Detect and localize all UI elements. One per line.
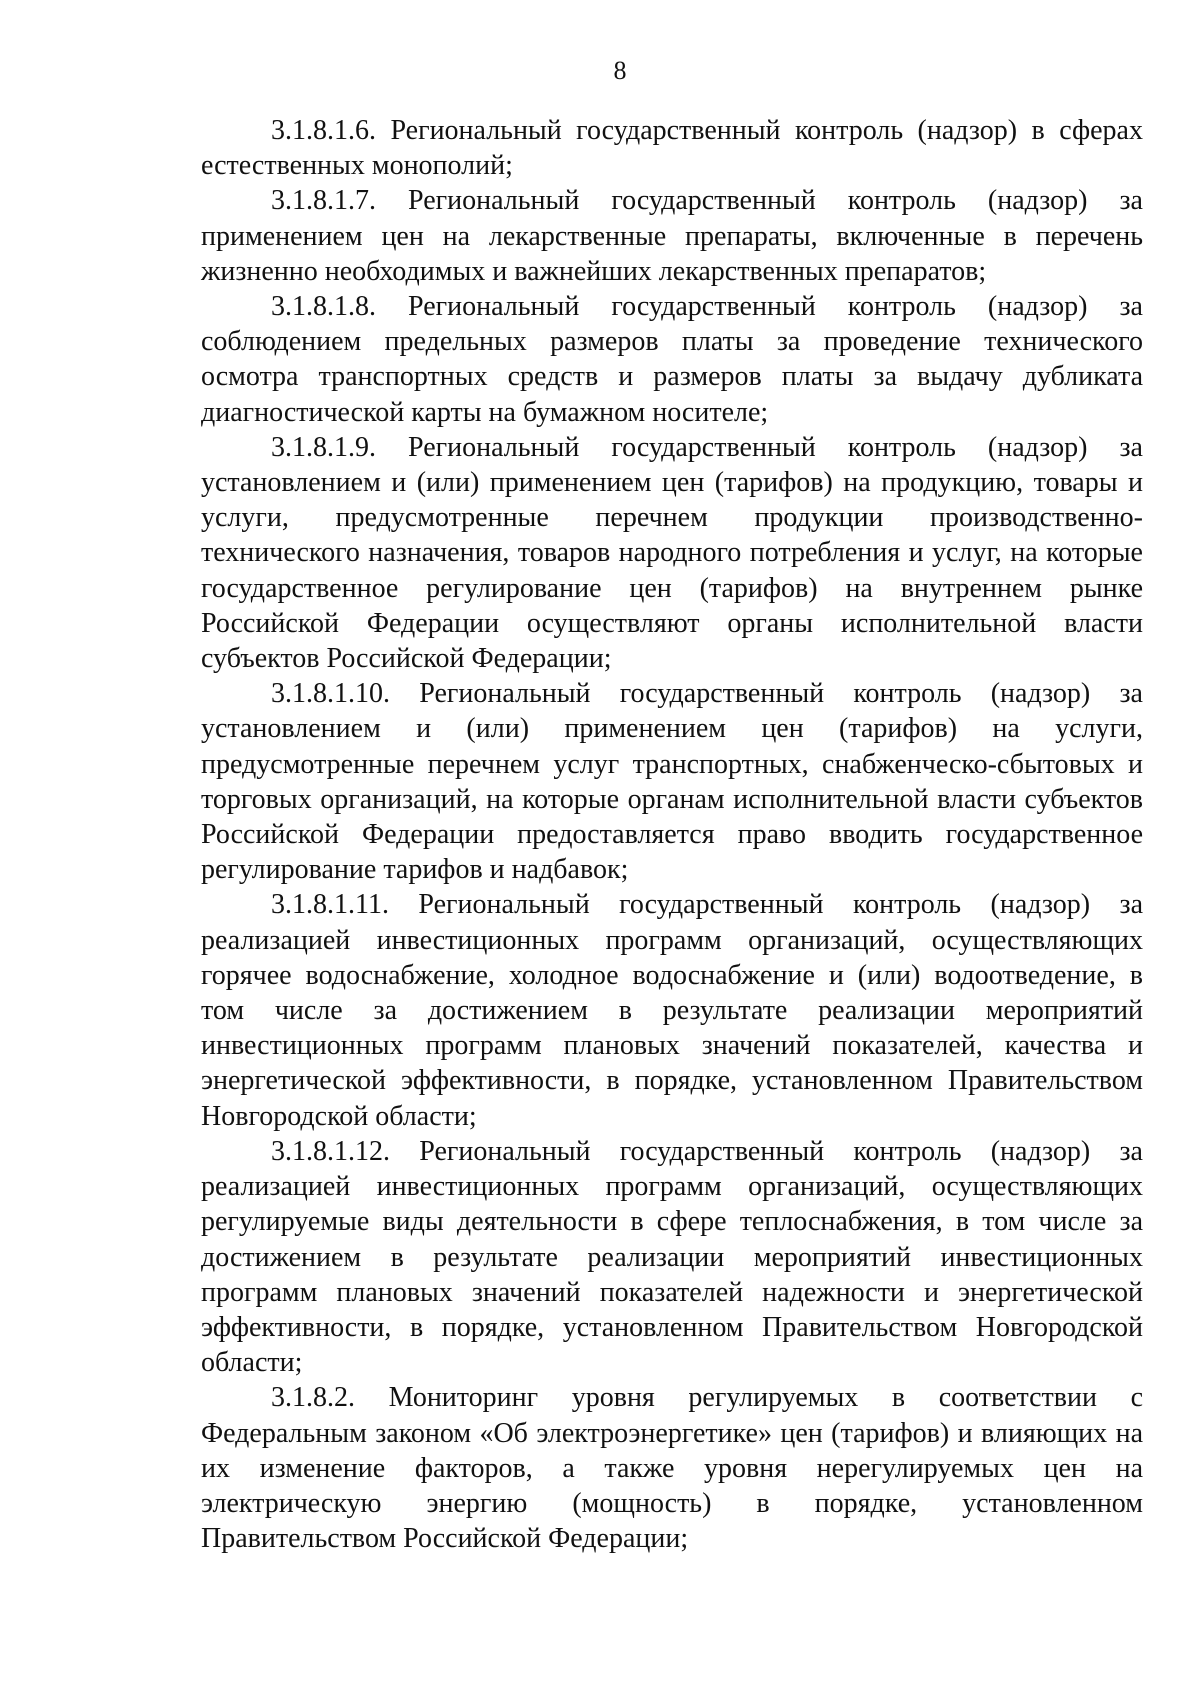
paragraph-3-1-8-1-11: 3.1.8.1.11. Региональный государственный контроль (надзор) за реализацией инвестиционных программ организаций, осуществляющих горячее водоснабжение, холодное водоснабжение и (или) водоотведение, в том числе за достижением в результате реализации мероприятий инвестиционных программ плановых значений показателей, качества и энергетической эффективности, в порядке, установленном Правительством Новгородской области; — [201, 889, 1143, 1132]
paragraph-3-1-8-1-7: 3.1.8.1.7. Региональный государственный контроль (надзор) за применением цен на лекарственные препараты, включенные в перечень жизненно необходимых и важнейших лекарственных препаратов; — [201, 185, 1143, 287]
paragraph-3-1-8-2: 3.1.8.2. Мониторинг уровня регулируемых в соответствии с Федеральным законом «Об электроэнергетике» цен (тарифов) и влияющих на их изменение факторов, а также уровня нерегулируемых цен на электрическую энергию (мощность) в порядке, установленном Правительством Российской Федерации; — [201, 1382, 1143, 1555]
page-number: 8 — [613, 56, 627, 85]
paragraph-3-1-8-1-12: 3.1.8.1.12. Региональный государственный контроль (надзор) за реализацией инвестиционных программ организаций, осуществляющих регулируемые виды деятельности в сфере теплоснабжения, в том числе за достижением в результате реализации мероприятий инвестиционных программ плановых значений показателей надежности и энергетической эффективности, в порядке, установленном Правительством Новгородской области; — [201, 1135, 1143, 1379]
paragraph-3-1-8-1-6: 3.1.8.1.6. Региональный государственный контроль (надзор) в сферах естественных монополий; — [201, 115, 1143, 182]
document-body — [201, 113, 1143, 1556]
paragraph-3-1-8-1-8: 3.1.8.1.8. Региональный государственный контроль (надзор) за соблюдением предельных размеров платы за проведение технического осмотра транспортных средств и размеров платы за выдачу дубликата диагностической карты на бумажном носителе; — [201, 291, 1143, 428]
paragraph-3-1-8-1-9: 3.1.8.1.9. Региональный государственный контроль (надзор) за установлением и (или) применением цен (тарифов) на продукцию, товары и услуги, предусмотренные перечнем продукции производственно-технического назначения, товаров народного потребления и услуг, на которые государственное регулирование цен (тарифов) на внутреннем рынке Российской Федерации осуществляют органы исполнительной власти субъектов Российской Федерации; — [201, 431, 1143, 675]
paragraph-3-1-8-1-10: 3.1.8.1.10. Региональный государственный контроль (надзор) за установлением и (или) применением цен (тарифов) на услуги, предусмотренные перечнем услуг транспортных, снабженческо-сбытовых и торговых организаций, на которые органам исполнительной власти субъектов Российской Федерации предоставляется право вводить государственное регулирование тарифов и надбавок; — [201, 678, 1143, 886]
